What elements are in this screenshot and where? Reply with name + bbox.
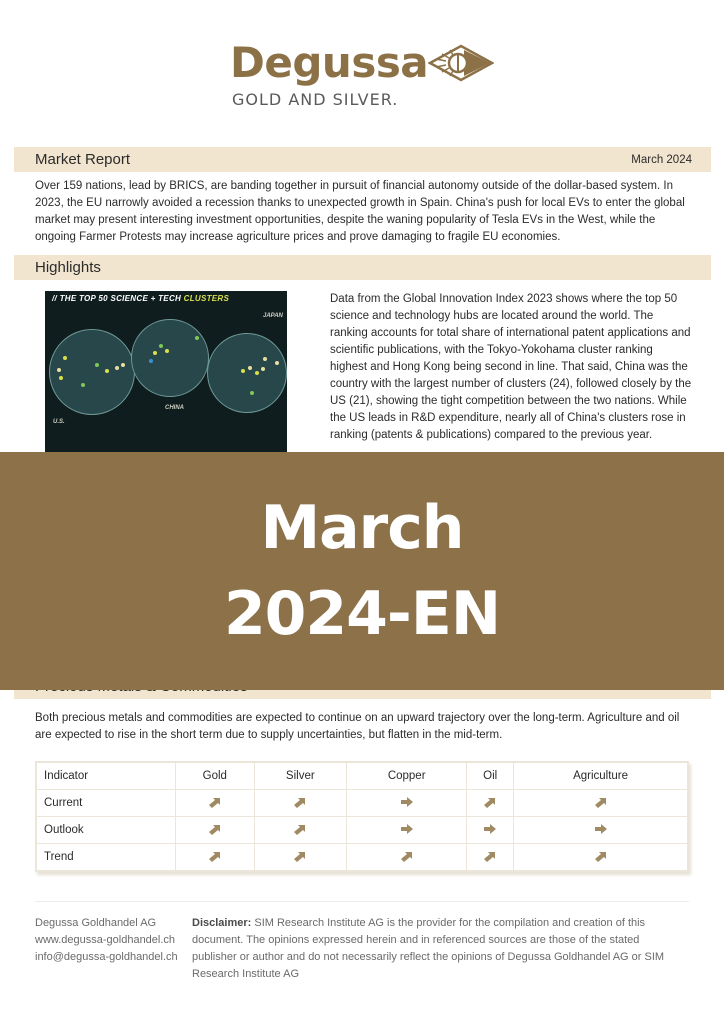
col-header-gold: Gold xyxy=(176,763,255,790)
cell-oil xyxy=(467,844,514,871)
science-tech-clusters-map-image xyxy=(45,291,287,456)
arrow-right-icon xyxy=(400,823,414,835)
map-title: // THE TOP 50 SCIENCE + TECH CLUSTERS xyxy=(52,294,230,303)
cell-agriculture xyxy=(514,844,688,871)
globe-asia xyxy=(207,333,287,413)
cell-copper xyxy=(347,790,467,817)
cell-silver xyxy=(254,844,346,871)
edition-banner-overlay xyxy=(0,452,724,690)
arrow-up-right-icon xyxy=(208,850,222,862)
cell-gold xyxy=(176,817,255,844)
arrow-up-right-icon xyxy=(208,796,222,808)
market-report-title: Market Report xyxy=(35,151,131,168)
arrow-right-icon xyxy=(594,823,608,835)
col-header-agriculture: Agriculture xyxy=(514,763,688,790)
globe-europe xyxy=(131,319,209,397)
cell-gold xyxy=(176,844,255,871)
cell-gold xyxy=(176,790,255,817)
arrow-up-right-icon xyxy=(594,796,608,808)
highlights-title: Highlights xyxy=(35,259,101,276)
cell-oil xyxy=(467,790,514,817)
cell-silver xyxy=(254,790,346,817)
market-report-summary: Over 159 nations, lead by BRICS, are banding together in pursuit of financial autonomy outside of the dollar-based system. In 2023, the EU narrowly avoided a recession thanks to unexpected growth in Spain. China's push for local EVs to enter the global market may present interesting investment opportunities, despite the waning popularity of Tesla EVs in the West, while the ongoing Farmer Protests may increase agriculture prices and prove damaging to fragile EU economies. xyxy=(35,180,685,243)
footer-contact xyxy=(35,915,178,966)
highlights-header xyxy=(14,255,711,280)
disclaimer-label: Disclaimer: xyxy=(192,917,252,929)
arrow-up-right-icon xyxy=(293,796,307,808)
map-label-japan: JAPAN xyxy=(263,313,283,319)
degussa-logo xyxy=(230,40,500,112)
footer-email-link[interactable]: info@degussa-goldhandel.ch xyxy=(35,951,178,963)
arrow-up-right-icon xyxy=(483,850,497,862)
map-label-china: CHINA xyxy=(165,405,184,411)
col-header-oil: Oil xyxy=(467,763,514,790)
highlights-text: Data from the Global Innovation Index 2023 shows where the top 50 science and technology hubs are located around the world. The ranking accounts for total share of international patent applications and scientific publications, with the Tokyo-Yokohama cluster ranking highest and Hong Kong being second in line. That said, China was the country with the largest number of clusters (24), followed closely by the US (21), showing the tight competition between the two nations. While the US leads in R&D expenditure, nearly all of China's clusters rose in ranking (patents & publications) compared to the previous year. xyxy=(330,293,692,441)
cell-agriculture xyxy=(514,790,688,817)
cell-oil xyxy=(467,817,514,844)
table-row xyxy=(37,817,688,844)
globe-us xyxy=(49,329,135,415)
arrow-right-icon xyxy=(400,796,414,808)
arrow-up-right-icon xyxy=(208,823,222,835)
footer-company: Degussa Goldhandel AG xyxy=(35,917,157,929)
arrow-right-icon xyxy=(483,823,497,835)
cell-silver xyxy=(254,817,346,844)
cell-copper xyxy=(347,844,467,871)
market-report-header xyxy=(14,147,711,172)
precious-metals-text: Both precious metals and commodities are expected to continue on an upward trajectory over the long-term. Agriculture and oil are expected to rise in the short term due to supply uncertainties, but flatten in the mid-term. xyxy=(35,712,680,741)
logo-tagline: GOLD AND SILVER. xyxy=(232,90,399,109)
footer-disclaimer xyxy=(192,915,682,983)
cell-copper xyxy=(347,817,467,844)
banner-line-month: March xyxy=(260,493,464,563)
row-label: Current xyxy=(37,790,176,817)
disclaimer-text: SIM Research Institute AG is the provider for the compilation and creation of this document. The opinions expressed herein and in referenced sources are those of the stated publisher or author and do not necessarily reflect the opinions of Degussa Goldhandel AG or SIM Research Institute AG xyxy=(192,917,665,980)
table-row xyxy=(37,844,688,871)
cell-agriculture xyxy=(514,817,688,844)
row-label: Trend xyxy=(37,844,176,871)
map-label-us: U.S. xyxy=(53,419,65,425)
footer-divider xyxy=(35,901,689,902)
table-header-row xyxy=(37,763,688,790)
arrow-up-right-icon xyxy=(293,850,307,862)
banner-line-edition: 2024-EN xyxy=(223,579,501,649)
footer-website-link[interactable]: www.degussa-goldhandel.ch xyxy=(35,934,176,946)
arrow-up-right-icon xyxy=(594,850,608,862)
arrow-up-right-icon xyxy=(400,850,414,862)
col-header-indicator: Indicator xyxy=(37,763,176,790)
col-header-copper: Copper xyxy=(347,763,467,790)
table-row xyxy=(37,790,688,817)
col-header-silver: Silver xyxy=(254,763,346,790)
report-date: March 2024 xyxy=(631,154,692,166)
degussa-emblem-icon xyxy=(428,44,494,82)
arrow-up-right-icon xyxy=(483,796,497,808)
indicator-table xyxy=(35,761,689,872)
row-label: Outlook xyxy=(37,817,176,844)
logo-wordmark: Degussa xyxy=(230,38,429,87)
arrow-up-right-icon xyxy=(293,823,307,835)
